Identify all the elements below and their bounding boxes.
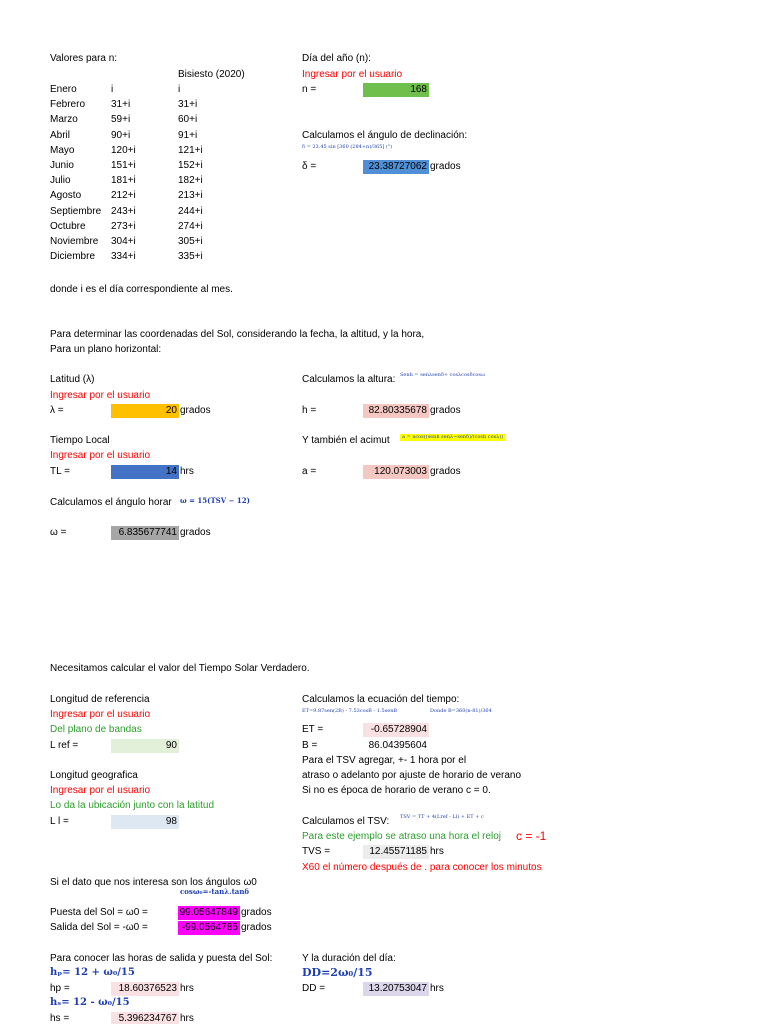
month-name: Marzo [50, 114, 78, 126]
month-offset-leap: 244+i [178, 205, 203, 217]
user-input-note: Ingresar por el usuario [302, 69, 403, 80]
azimuth-formula: a = acos((senh senλ−senδ)/(cosh cosλ)) [402, 434, 504, 440]
equation-of-time-formula: ET=9.87sen(2B) - 7.53cosB - 1.5senB [302, 708, 398, 714]
tsv-unit: hrs [430, 846, 444, 857]
month-offset-leap: 121+i [178, 144, 203, 156]
ref-longitude-label: L ref = [50, 740, 79, 751]
day-length-label: DD = [302, 983, 326, 994]
tsv-example-note: Para este ejemplo se atraso una hora el reloj [302, 831, 502, 842]
sunrise-hour-formula: hₛ= 12 - ω₀/15 [50, 997, 130, 1008]
hour-angle-formula: ω = 15(TSV − 12) [180, 496, 250, 505]
sun-intro-1: Para determinar las coordenadas del Sol, considerando la fecha, la altitud, y la hora, [50, 329, 425, 340]
month-offset: i [111, 84, 114, 95]
month-offset: 59+i [111, 114, 131, 126]
hour-angle-value-cell: 6.835677741 [111, 526, 179, 540]
tsv-note-3: Si no es época de horario de verano c = 0. [302, 785, 491, 796]
tsv-value-cell: 12.45571185 [363, 845, 429, 859]
b-value-cell: 86.04395604 [368, 740, 427, 751]
tsv-note-2: atraso o adelanto por ajuste de horario de verano [302, 770, 522, 781]
sunrise-hour-unit: hrs [180, 1013, 194, 1024]
local-time-input-note: Ingresar por el usuario [50, 450, 151, 461]
month-offset: 334+i [111, 251, 136, 263]
month-name: Mayo [50, 144, 75, 156]
month-offset: 120+i [111, 144, 136, 156]
n-values-title: Valores para n: [50, 53, 118, 64]
local-time-input-cell[interactable]: 14 [111, 465, 179, 479]
month-offset: 90+i [111, 129, 131, 141]
month-name: Diciembre [50, 251, 96, 263]
sunset-hour-label: hp = [50, 983, 70, 994]
month-offset: 304+i [111, 236, 136, 247]
azimuth-label: a = [302, 466, 317, 477]
hour-angle-label: ω = [50, 527, 67, 538]
latitude-label: λ = [50, 405, 64, 416]
azimuth-value-cell: 120.073003 [363, 465, 429, 479]
month-name: Octubre [50, 220, 86, 232]
month-offset: 151+i [111, 160, 136, 171]
day-length-value-cell: 13.20753047 [363, 982, 429, 996]
sunset-angle-value-cell: 99.05647849 [179, 907, 238, 918]
sunrise-hour-value-cell: 5.396234767 [111, 1012, 179, 1024]
month-offset-leap: 60+i [178, 114, 198, 126]
tsv-label: TVS = [302, 846, 331, 857]
altitude-value-cell: 82.80335678 [363, 404, 429, 418]
geo-longitude-title: Longitud geografica [50, 770, 138, 781]
declination-formula: δ = 23.45 sin [360 (284+n)/365] (°) [302, 144, 393, 150]
tsv-minutes-hint: X60 el número después de . para conocer los minutos [302, 862, 542, 873]
month-offset: 31+i [111, 99, 131, 111]
month-offset: 212+i [111, 190, 136, 202]
azimuth-unit: grados [430, 466, 461, 477]
month-offset-leap: 335+i [178, 251, 203, 263]
month-name: Abril [50, 129, 71, 141]
ref-longitude-title: Longitud de referencia [50, 694, 150, 705]
declination-label: δ = [302, 161, 317, 172]
sunrise-angle-label: Salida del Sol = -ω0 = [50, 922, 148, 933]
n-input-cell[interactable]: 168 [363, 83, 429, 97]
latitude-title: Latitud (λ) [50, 374, 95, 385]
omega0-formula: cosω₀=-tanλ.tanδ [180, 887, 250, 896]
hour-angle-unit: grados [180, 527, 211, 538]
altitude-label: h = [302, 405, 317, 416]
ref-longitude-input-cell[interactable]: 90 [111, 739, 179, 753]
month-offset: 181+i [111, 175, 136, 187]
declination-unit: grados [430, 161, 461, 172]
local-time-unit: hrs [180, 466, 194, 477]
sunrise-angle-value-cell: -99.0564785 [178, 921, 240, 935]
geo-longitude-input-note: Ingresar por el usuario [50, 785, 151, 796]
hour-angle-title: Calculamos el ángulo horar [50, 497, 172, 508]
month-name: Febrero [50, 99, 86, 111]
sunset-hour-unit: hrs [180, 983, 194, 994]
b-definition: Donde B=360(n-81)/364 [430, 708, 492, 714]
b-label: B = [302, 740, 318, 751]
note-i: donde i es el día correspondiente al mes. [50, 284, 233, 295]
altitude-unit: grados [430, 405, 461, 416]
geo-longitude-label: L l = [50, 816, 69, 827]
declination-value-cell: 23.38727062 [363, 160, 429, 174]
month-offset-leap: 182+i [178, 175, 203, 187]
et-label: ET = [302, 724, 324, 735]
month-offset: 243+i [111, 205, 136, 217]
declination-title: Calculamos el ángulo de declinación: [302, 130, 468, 141]
tsv-formula: TSV = TT + 4(Lref - Ll) + ET + c [400, 814, 484, 820]
altitude-title: Calculamos la altura: [302, 374, 396, 385]
sun-intro-2: Para un plano horizontal: [50, 344, 162, 355]
et-value-cell: -0.65728904 [363, 723, 429, 737]
day-length-unit: hrs [430, 983, 444, 994]
tsv-c-value: c = -1 [516, 829, 547, 843]
day-length-formula: DD=2ω₀/15 [302, 966, 373, 979]
month-offset-leap: 31+i [178, 99, 198, 111]
month-name: Septiembre [50, 205, 102, 217]
sunset-angle-unit: grados [241, 907, 272, 918]
month-offset-leap: 274+i [178, 220, 203, 232]
sunset-hour-value-cell: 18.60376523 [111, 982, 179, 996]
sunrise-angle-unit: grados [241, 922, 272, 933]
month-name: Julio [50, 175, 71, 187]
day-of-year-title: Día del año (n): [302, 53, 371, 64]
month-offset-leap: 305+i [178, 236, 203, 247]
ref-longitude-hint: Del plano de bandas [50, 724, 142, 735]
geo-longitude-hint: Lo da la ubicación junto con la latitud [50, 800, 215, 811]
latitude-input-cell[interactable]: 20 [111, 404, 179, 418]
sunrise-hour-label: hs = [50, 1013, 70, 1024]
month-offset: 273+i [111, 220, 136, 232]
latitude-unit: grados [180, 405, 211, 416]
month-name: Junio [50, 160, 74, 171]
month-offset-leap: i [178, 84, 181, 95]
tsv-note-1: Para el TSV agregar, +- 1 hora por el [302, 755, 467, 766]
altitude-formula: Senh = senλsenδ+ cosλcosδcosω [400, 372, 486, 378]
leap-year-header: Bisiesto (2020) [178, 69, 245, 80]
tsv-intro: Necesitamos calcular el valor del Tiempo Solar Verdadero. [50, 663, 310, 674]
month-name: Agosto [50, 190, 82, 202]
sunset-hour-formula: hₚ= 12 + ω₀/15 [50, 967, 135, 978]
sunset-angle-label: Puesta del Sol = ω0 = [50, 907, 148, 918]
equation-of-time-title: Calculamos la ecuación del tiempo: [302, 694, 460, 705]
local-time-title: Tiempo Local [50, 435, 110, 446]
tsv-calc-title: Calculamos el TSV: [302, 816, 390, 827]
month-offset-leap: 91+i [178, 129, 198, 141]
day-length-intro: Y la duración del día: [302, 953, 396, 964]
azimuth-title: Y también el acimut [302, 435, 390, 446]
month-name: Noviembre [50, 236, 99, 247]
ref-longitude-input-note: Ingresar por el usuario [50, 709, 151, 720]
local-time-label: TL = [50, 466, 70, 477]
month-offset-leap: 152+i [178, 160, 203, 171]
geo-longitude-input-cell[interactable]: 98 [111, 815, 179, 829]
month-offset-leap: 213+i [178, 190, 203, 202]
sun-hours-intro: Para conocer las horas de salida y puesta del Sol: [50, 953, 273, 964]
month-name: Enero [50, 84, 77, 95]
latitude-input-note: Ingresar por el usuario [50, 390, 151, 401]
omega0-intro: Si el dato que nos interesa son los ángulos ω0 [50, 877, 257, 888]
n-label: n = [302, 84, 317, 95]
